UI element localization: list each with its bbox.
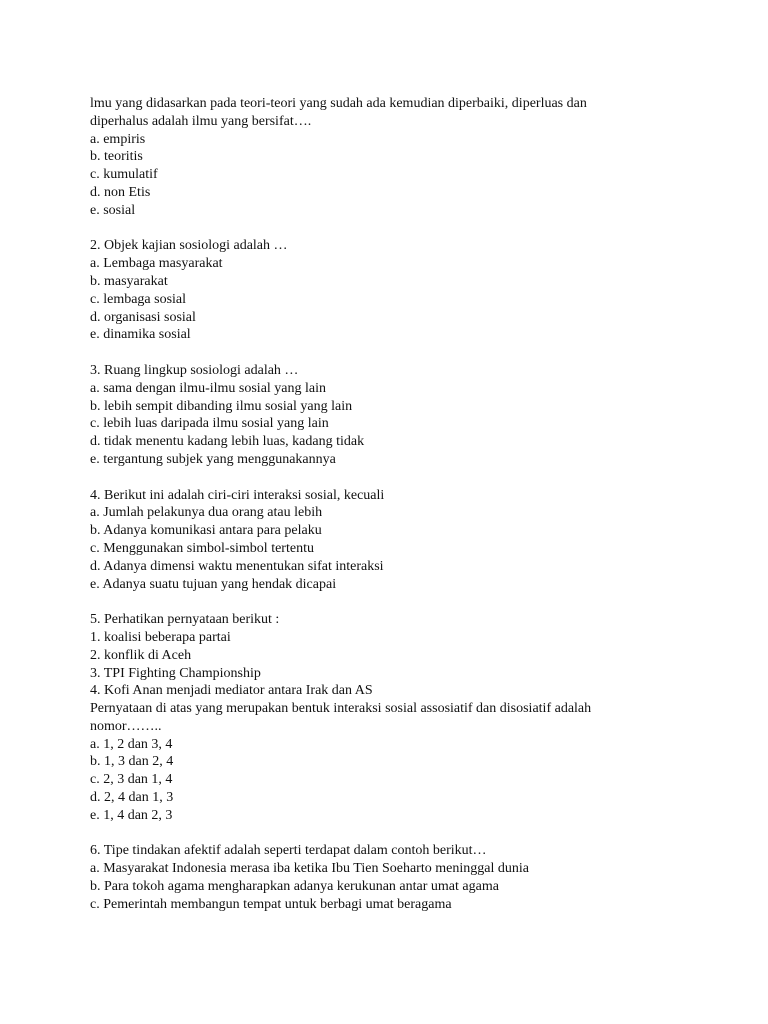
answer-option: c. 2, 3 dan 1, 4 [90, 772, 173, 788]
blank-line [90, 469, 740, 487]
answer-option: e. sosial [90, 202, 136, 218]
answer-option: e. tergantung subjek yang menggunakannya [90, 451, 336, 467]
question-2 [90, 237, 740, 344]
answer-option: d. non Etis [90, 184, 151, 200]
question-5 [90, 611, 740, 825]
answer-option: e. Adanya suatu tujuan yang hendak dicapai [90, 576, 337, 592]
answer-option: d. 2, 4 dan 1, 3 [90, 790, 174, 806]
answer-option: b. Adanya komunikasi antara para pelaku [90, 523, 322, 539]
question-1 [90, 95, 740, 220]
statement-item: 3. TPI Fighting Championship [90, 665, 261, 681]
document-body [90, 95, 740, 914]
answer-option: d. organisasi sosial [90, 309, 196, 325]
blank-line [90, 825, 740, 843]
question-stem-line: 3. Ruang lingkup sosiologi adalah … [90, 362, 299, 378]
answer-option: c. Menggunakan simbol-simbol tertentu [90, 540, 314, 556]
question-stem-line: 2. Objek kajian sosiologi adalah … [90, 238, 288, 254]
answer-option: c. lembaga sosial [90, 291, 187, 307]
question-stem-line: 6. Tipe tindakan afektif adalah seperti terdapat dalam contoh berikut… [90, 843, 487, 859]
blank-line [90, 220, 740, 238]
question-stem-line: Pernyataan di atas yang merupakan bentuk interaksi sosial assosiatif dan disosiatif adalah [90, 701, 592, 717]
statement-item: 4. Kofi Anan menjadi mediator antara Irak dan AS [90, 683, 373, 699]
answer-option: a. sama dengan ilmu-ilmu sosial yang lain [90, 380, 327, 396]
question-stem-line: diperhalus adalah ilmu yang bersifat…. [90, 113, 312, 129]
answer-option: a. 1, 2 dan 3, 4 [90, 736, 173, 752]
question-stem-line: nomor…….. [90, 718, 162, 734]
answer-option: d. tidak menentu kadang lebih luas, kadang tidak [90, 434, 365, 450]
answer-option: a. Jumlah pelakunya dua orang atau lebih [90, 505, 323, 521]
answer-option: c. lebih luas daripada ilmu sosial yang lain [90, 416, 329, 432]
answer-option: b. lebih sempit dibanding ilmu sosial yang lain [90, 398, 353, 414]
answer-option: d. Adanya dimensi waktu menentukan sifat interaksi [90, 558, 384, 574]
answer-option: e. 1, 4 dan 2, 3 [90, 807, 173, 823]
answer-option: b. 1, 3 dan 2, 4 [90, 754, 174, 770]
question-stem-line: 5. Perhatikan pernyataan berikut : [90, 612, 280, 628]
answer-option: a. Masyarakat Indonesia merasa iba ketika Ibu Tien Soeharto meninggal dunia [90, 861, 529, 877]
blank-line [90, 593, 740, 611]
answer-option: e. dinamika sosial [90, 327, 191, 343]
answer-option: a. Lembaga masyarakat [90, 256, 223, 272]
answer-option: b. Para tokoh agama mengharapkan adanya kerukunan antar umat agama [90, 879, 499, 895]
question-stem-line: lmu yang didasarkan pada teori-teori yang sudah ada kemudian diperbaiki, diperluas dan [90, 96, 587, 111]
question-4 [90, 487, 740, 594]
question-stem-line: 4. Berikut ini adalah ciri-ciri interaksi sosial, kecuali [90, 487, 385, 503]
answer-option: c. kumulatif [90, 167, 158, 183]
question-3 [90, 362, 740, 469]
answer-option: b. masyarakat [90, 273, 168, 289]
blank-line [90, 344, 740, 362]
question-6 [90, 842, 740, 913]
statement-item: 2. konflik di Aceh [90, 647, 192, 663]
answer-option: c. Pemerintah membangun tempat untuk berbagi umat beragama [90, 896, 452, 912]
statement-item: 1. koalisi beberapa partai [90, 629, 231, 645]
answer-option: a. empiris [90, 131, 146, 147]
answer-option: b. teoritis [90, 149, 143, 165]
